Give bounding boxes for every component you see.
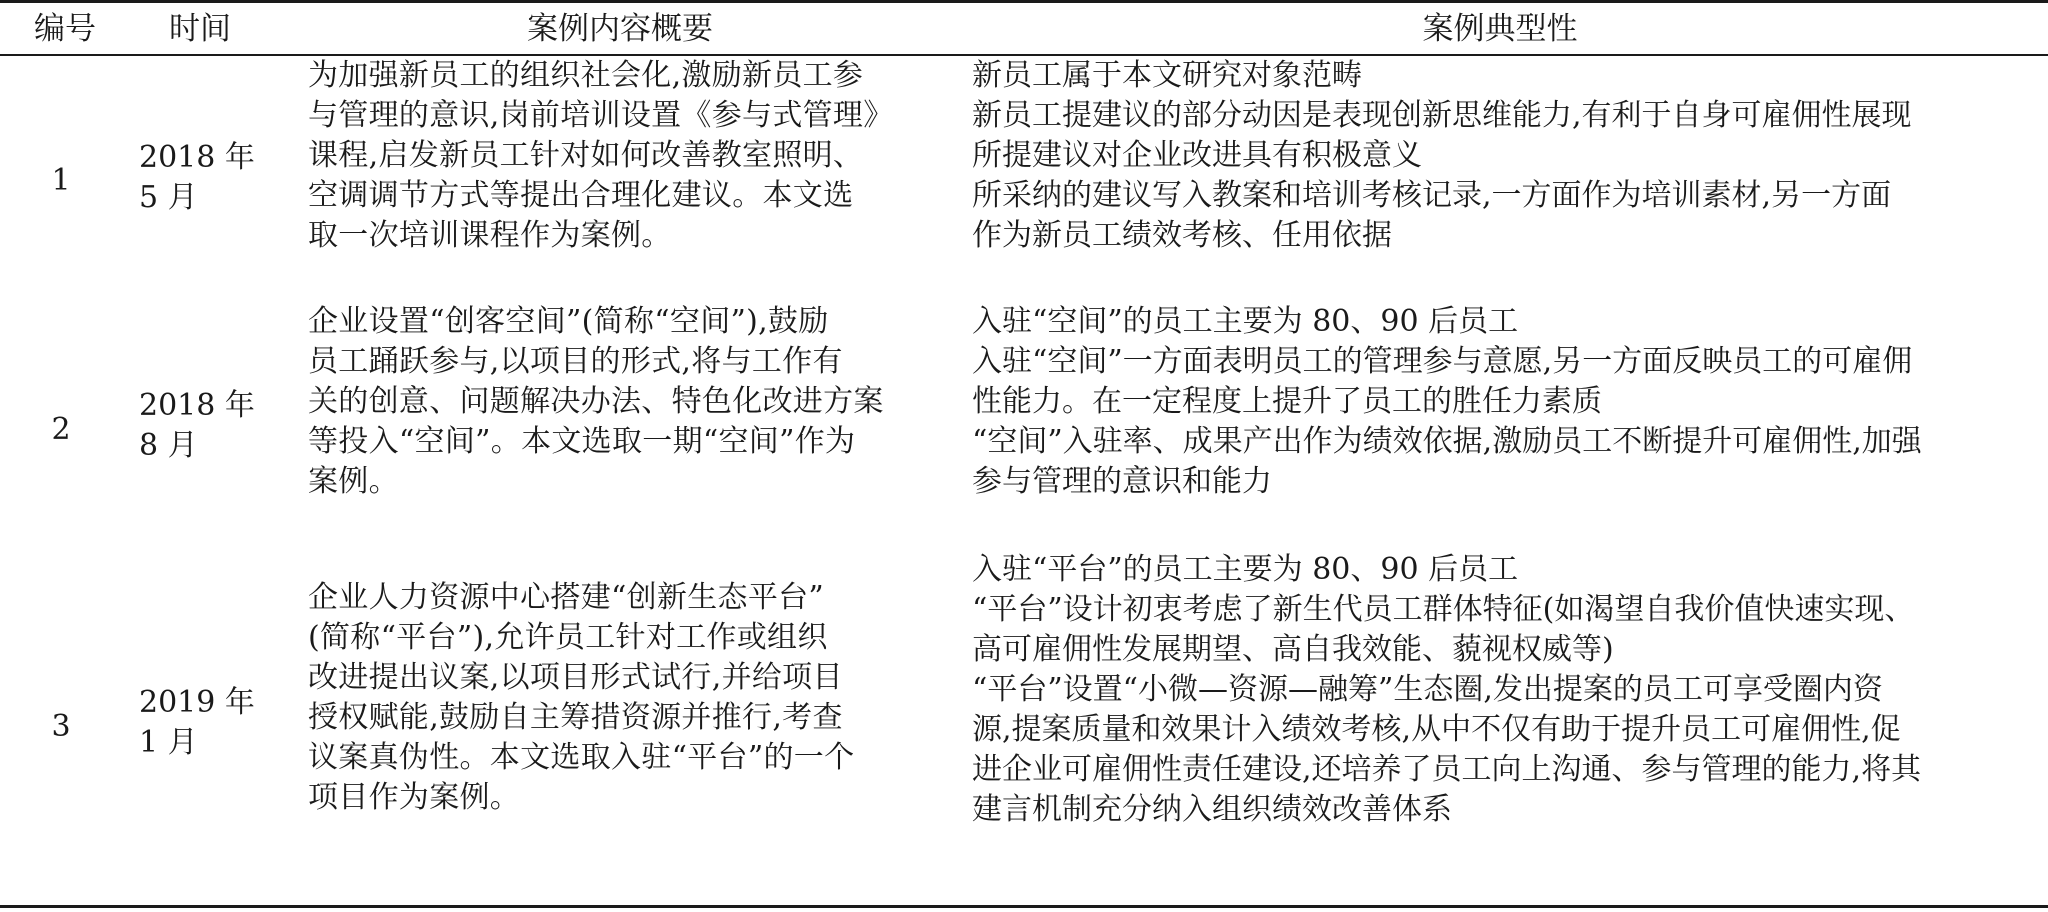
row-3-content-line: 授权赋能,鼓励自主筹措资源并推行,考查	[308, 700, 843, 735]
row-3-typical-line: 进企业可雇佣性责任建设,还培养了员工向上沟通、参与管理的能力,将其	[972, 752, 1922, 787]
row-3-time-line: 2019 年	[139, 685, 255, 720]
row-1-content	[308, 56, 948, 256]
row-1-typical-line: 所采纳的建议写入教案和培训考核记录,一方面作为培训素材,另一方面	[972, 178, 1892, 213]
header-time: 时间	[169, 11, 231, 47]
row-3-typical-line: “平台”设置“小微—资源—融筹”生态圈,发出提案的员工可享受圈内资	[972, 672, 1883, 707]
row-2-time-line: 2018 年	[139, 388, 255, 423]
row-1-id: 1	[51, 163, 71, 198]
row-2-time	[139, 386, 289, 466]
header-typical: 案例典型性	[1422, 11, 1578, 47]
header-content: 案例内容概要	[527, 11, 713, 47]
row-2-content-line: 员工踊跃参与,以项目的形式,将与工作有	[308, 344, 843, 379]
row-3-typical-line: 高可雇佣性发展期望、高自我效能、藐视权威等)	[972, 632, 1614, 667]
row-2-content-line: 等投入“空间”。本文选取一期“空间”作为	[308, 424, 856, 459]
row-3-typical-line: 建言机制充分纳入组织绩效改善体系	[972, 792, 1452, 827]
row-3-content-line: (简称“平台”),允许员工针对工作或组织	[308, 620, 828, 655]
row-2-typical-line: 入驻“空间”的员工主要为 80、90 后员工	[972, 304, 1519, 339]
row-2-typical-line: “空间”入驻率、成果产出作为绩效依据,激励员工不断提升可雇佣性,加强	[972, 424, 1922, 459]
row-2-content-line: 案例。	[308, 464, 399, 499]
row-3-content	[308, 578, 948, 818]
row-1-typical-line: 新员工属于本文研究对象范畴	[972, 58, 1362, 93]
header-id: 编号	[34, 11, 96, 47]
row-1-content-line: 空调调节方式等提出合理化建议。本文选	[308, 178, 854, 213]
row-3-content-line: 项目作为案例。	[308, 780, 521, 815]
row-1-time	[139, 138, 289, 218]
table-top-rule	[0, 0, 2048, 3]
row-3-time	[139, 683, 289, 763]
row-2-content-line: 企业设置“创客空间”(简称“空间”),鼓励	[308, 304, 829, 339]
row-2-content-line: 关的创意、问题解决办法、特色化改进方案	[308, 384, 884, 419]
row-3-content-line: 改进提出议案,以项目形式试行,并给项目	[308, 660, 843, 695]
row-1-content-line: 取一次培训课程作为案例。	[308, 218, 672, 253]
row-3-time-line: 1 月	[139, 725, 198, 760]
row-2-content	[308, 302, 948, 502]
row-3-content-line: 企业人力资源中心搭建“创新生态平台”	[308, 580, 825, 615]
row-2-id: 2	[51, 412, 71, 447]
row-3-typical	[972, 550, 2042, 830]
row-1-typical	[972, 56, 2042, 256]
row-2-typical-line: 参与管理的意识和能力	[972, 464, 1272, 499]
row-1-time-line: 2018 年	[139, 140, 255, 175]
row-2-typical-line: 性能力。在一定程度上提升了员工的胜任力素质	[972, 384, 1602, 419]
row-2-typical	[972, 302, 2042, 502]
row-1-typical-line: 作为新员工绩效考核、任用依据	[972, 218, 1392, 253]
row-3-content-line: 议案真伪性。本文选取入驻“平台”的一个	[308, 740, 855, 775]
row-1-typical-line: 所提建议对企业改进具有积极意义	[972, 138, 1422, 173]
row-1-content-line: 课程,启发新员工针对如何改善教室照明、	[308, 138, 864, 173]
row-3-typical-line: 源,提案质量和效果计入绩效考核,从中不仅有助于提升员工可雇佣性,促	[972, 712, 1901, 747]
row-2-typical-line: 入驻“空间”一方面表明员工的管理参与意愿,另一方面反映员工的可雇佣	[972, 344, 1913, 379]
row-3-typical-line: “平台”设计初衷考虑了新生代员工群体特征(如渴望自我价值快速实现、	[972, 592, 1915, 627]
row-2-time-line: 8 月	[139, 428, 198, 463]
row-3-typical-line: 入驻“平台”的员工主要为 80、90 后员工	[972, 552, 1519, 587]
table-bottom-rule	[0, 905, 2048, 908]
row-1-typical-line: 新员工提建议的部分动因是表现创新思维能力,有利于自身可雇佣性展现	[972, 98, 1912, 133]
row-1-content-line: 与管理的意识,岗前培训设置《参与式管理》	[308, 98, 894, 133]
row-1-content-line: 为加强新员工的组织社会化,激励新员工参	[308, 58, 864, 93]
row-3-id: 3	[51, 709, 71, 744]
row-1-time-line: 5 月	[139, 180, 198, 215]
